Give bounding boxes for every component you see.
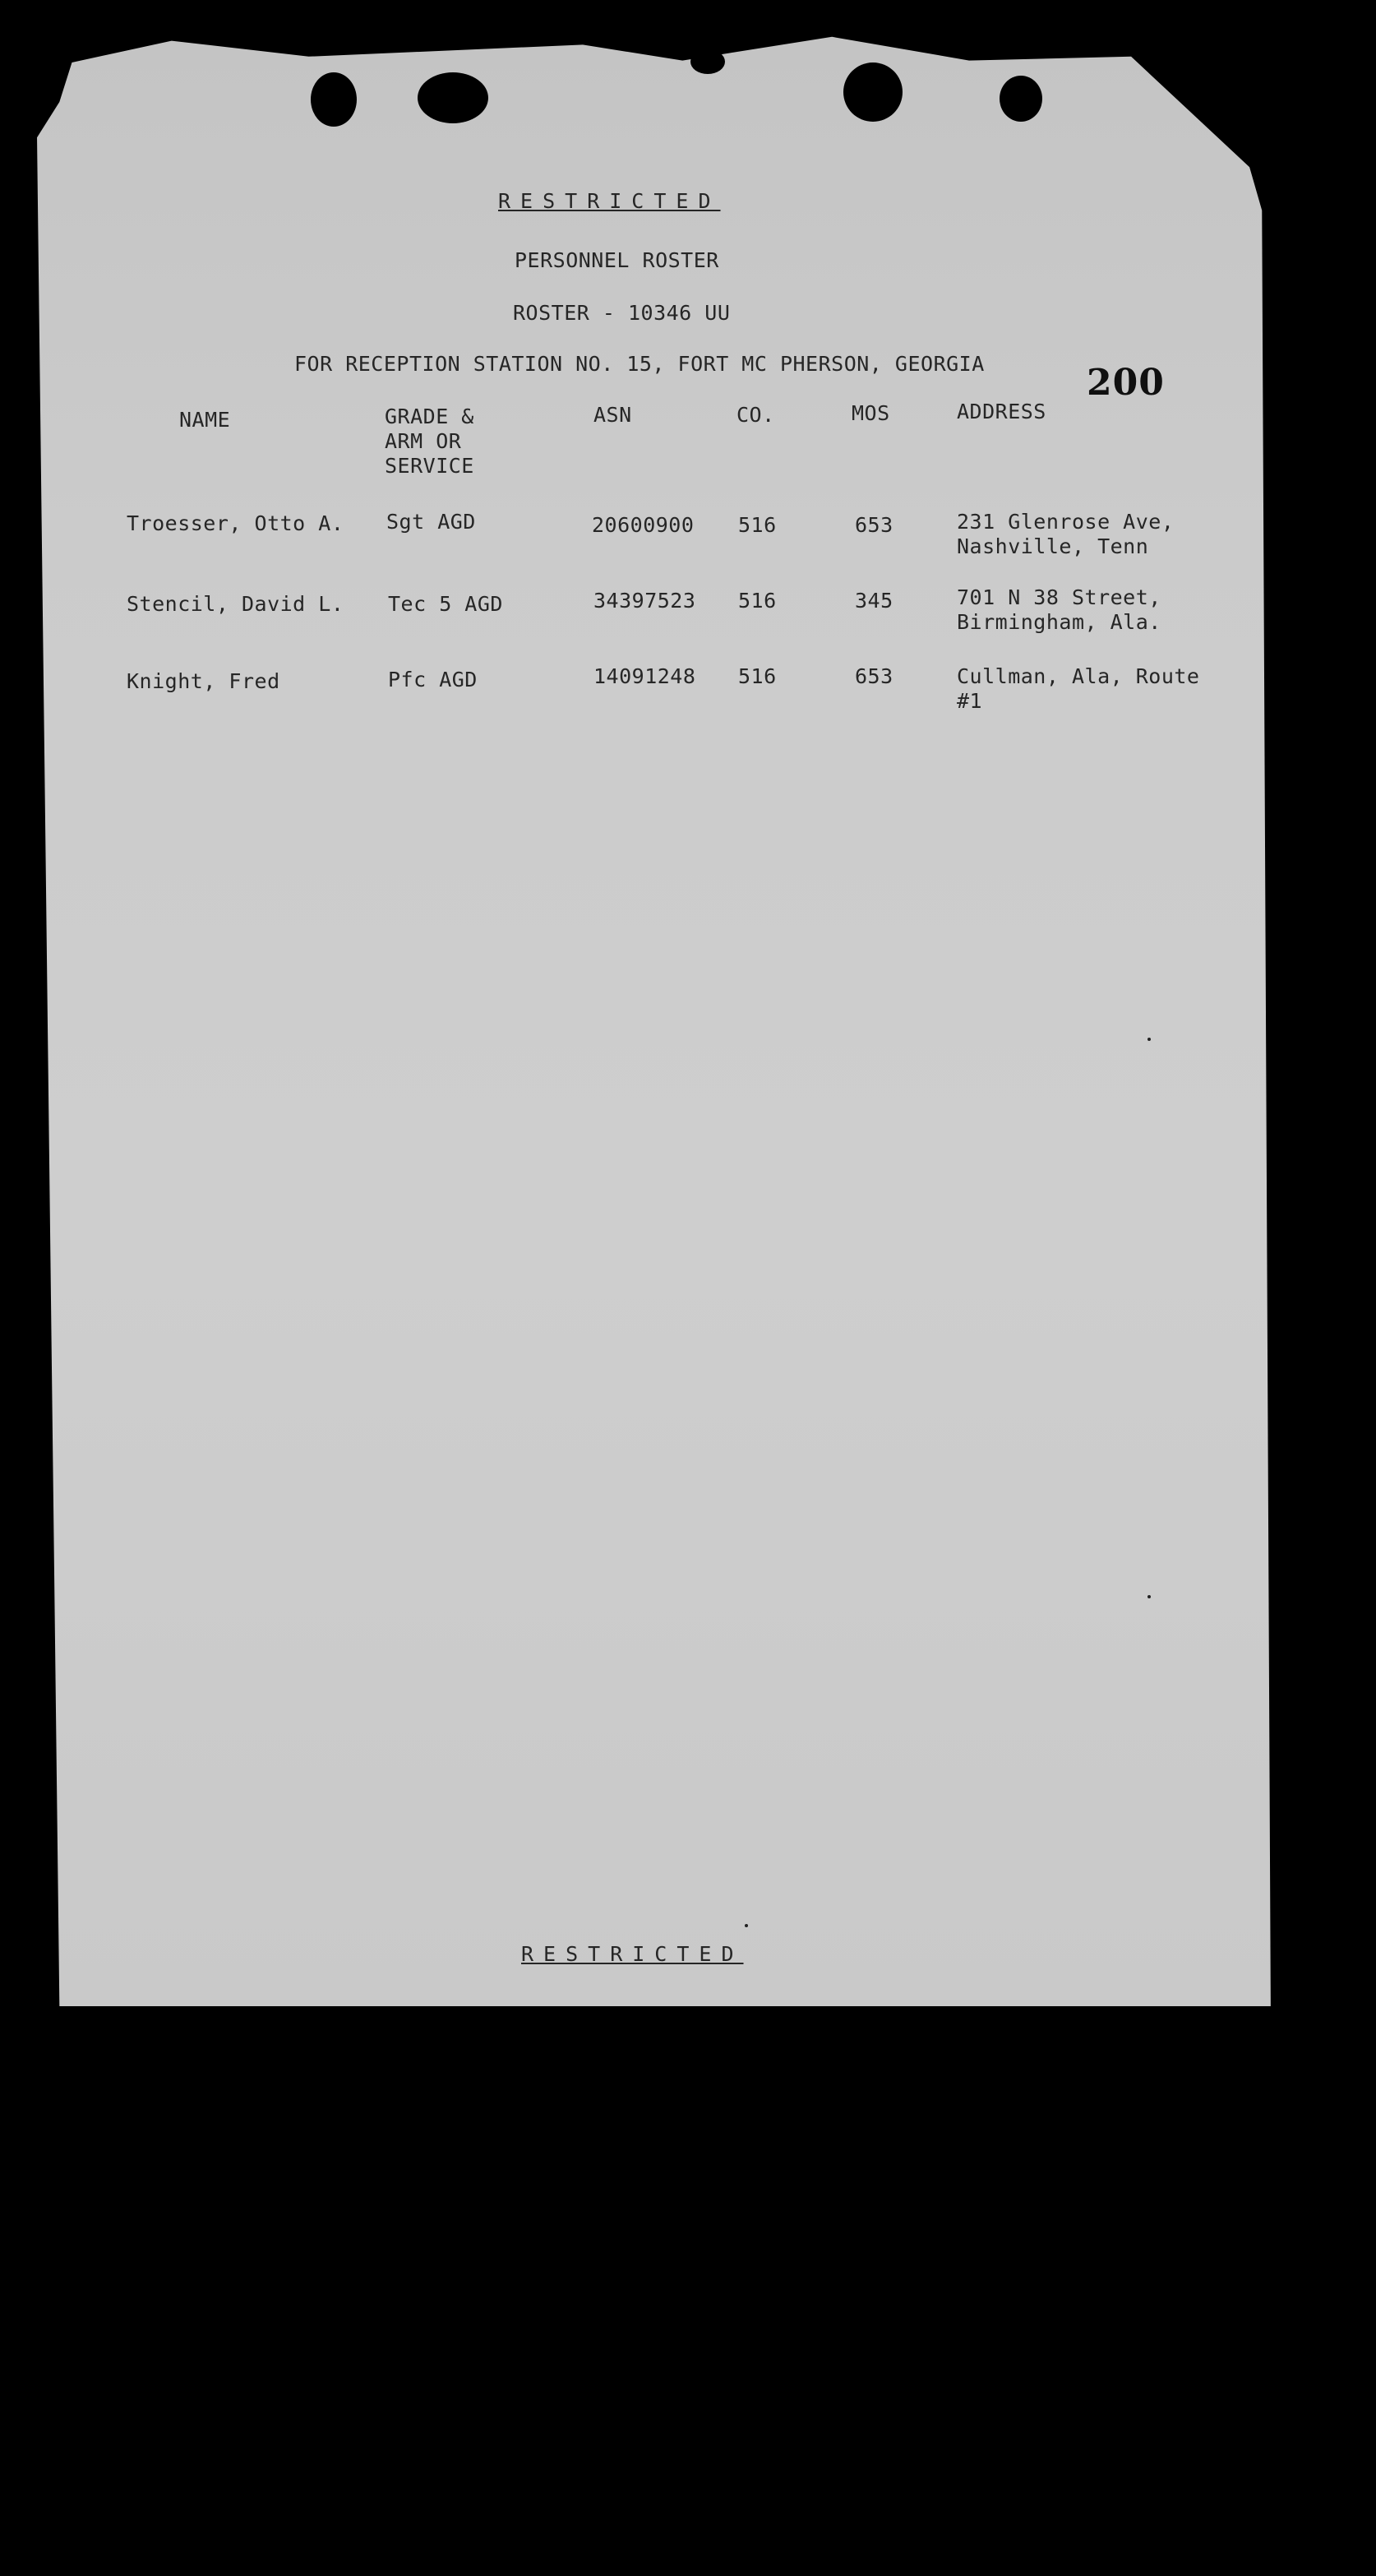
table-row-co: 516 bbox=[738, 589, 777, 613]
table-row-name: Troesser, Otto A. bbox=[127, 511, 344, 535]
table-row-grade: Tec 5 AGD bbox=[388, 592, 503, 616]
table-row-co: 516 bbox=[738, 513, 777, 537]
punch-hole-far-right bbox=[1000, 76, 1042, 122]
punch-hole-left bbox=[311, 72, 357, 127]
table-row-name: Stencil, David L. bbox=[127, 592, 344, 616]
table-row-co: 516 bbox=[738, 664, 777, 688]
punch-hole-center-left bbox=[418, 72, 488, 123]
column-header-asn: ASN bbox=[593, 403, 632, 427]
table-row-grade: Pfc AGD bbox=[388, 668, 478, 691]
table-row-address: 701 N 38 Street, Birmingham, Ala. bbox=[957, 585, 1161, 634]
table-row-mos: 653 bbox=[855, 513, 893, 537]
table-row-name: Knight, Fred bbox=[127, 669, 280, 693]
table-row-mos: 345 bbox=[855, 589, 893, 613]
roster-line: ROSTER - 10346 UU bbox=[513, 301, 731, 325]
station-line: FOR RECEPTION STATION NO. 15, FORT MC PHERSON, GEORGIA bbox=[294, 352, 985, 376]
column-header-mos: MOS bbox=[852, 401, 890, 425]
table-row-asn: 34397523 bbox=[593, 589, 696, 613]
table-row-grade: Sgt AGD bbox=[386, 510, 476, 534]
paper-speck bbox=[1147, 1595, 1151, 1598]
punch-hole-center bbox=[690, 49, 725, 74]
column-header-address: ADDRESS bbox=[957, 400, 1046, 423]
table-row-address: Cullman, Ala, Route #1 bbox=[957, 664, 1200, 713]
column-header-co: CO. bbox=[736, 403, 775, 427]
table-row-asn: 20600900 bbox=[592, 513, 695, 537]
document-page bbox=[35, 33, 1281, 2006]
paper-speck bbox=[1147, 1038, 1151, 1041]
column-header-grade: GRADE & ARM OR SERVICE bbox=[385, 405, 474, 478]
punch-hole-right bbox=[843, 62, 903, 122]
header-classification: RESTRICTED bbox=[498, 189, 721, 213]
column-header-name: NAME bbox=[179, 408, 231, 432]
paper-speck bbox=[745, 1924, 748, 1927]
document-title: PERSONNEL ROSTER bbox=[515, 248, 719, 272]
page-number-stamp: 200 bbox=[1087, 362, 1165, 404]
footer-classification: RESTRICTED bbox=[521, 1942, 744, 1966]
table-row-mos: 653 bbox=[855, 664, 893, 688]
table-row-asn: 14091248 bbox=[593, 664, 696, 688]
table-row-address: 231 Glenrose Ave, Nashville, Tenn bbox=[957, 510, 1175, 558]
